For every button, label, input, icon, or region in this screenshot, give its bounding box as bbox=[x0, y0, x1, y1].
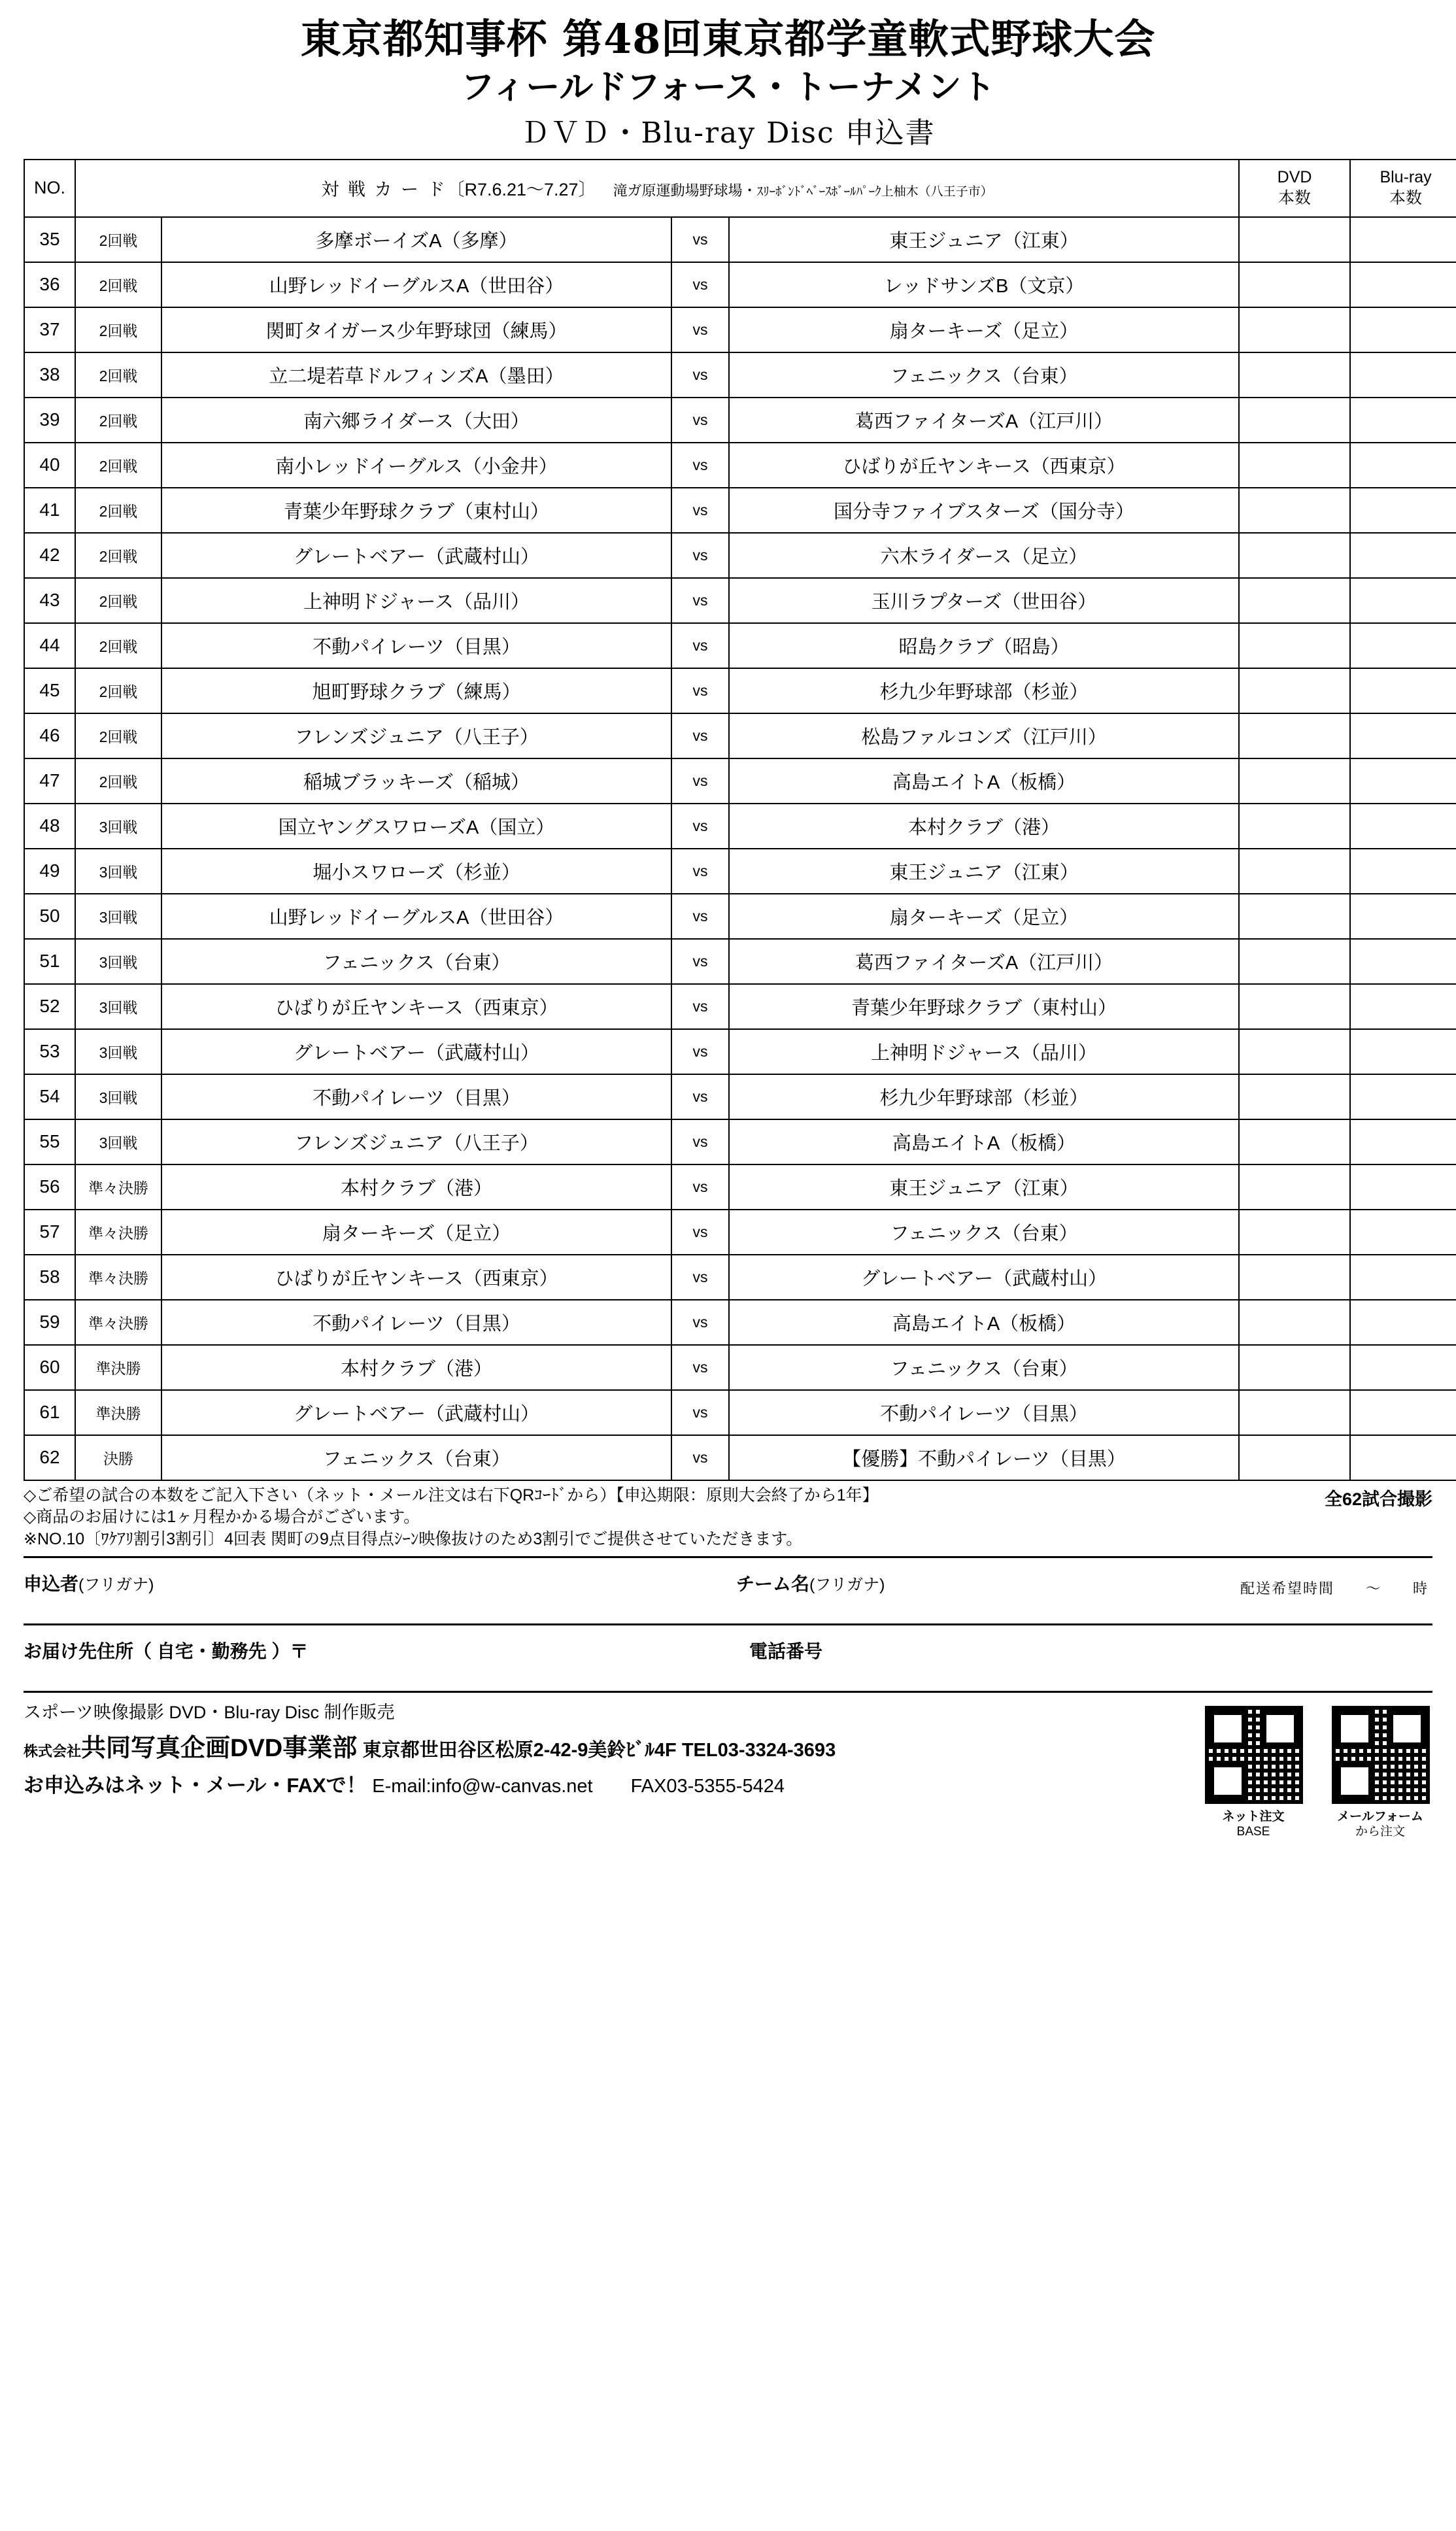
cell-team-right: 扇ターキーズ（足立） bbox=[729, 307, 1239, 352]
cell-round: 準決勝 bbox=[75, 1345, 161, 1390]
table-row bbox=[24, 758, 1456, 804]
cell-no: 36 bbox=[24, 262, 75, 307]
cell-no: 44 bbox=[24, 623, 75, 668]
telephone-label: 電話番号 bbox=[749, 1640, 823, 1661]
cell-bluray-quantity[interactable] bbox=[1350, 217, 1456, 262]
cell-no: 60 bbox=[24, 1345, 75, 1390]
cell-no: 41 bbox=[24, 488, 75, 533]
cell-no: 58 bbox=[24, 1255, 75, 1300]
table-row bbox=[24, 668, 1456, 713]
cell-team-right: 東王ジュニア（江東） bbox=[729, 1164, 1239, 1210]
cell-no: 53 bbox=[24, 1029, 75, 1074]
cell-team-right: 不動パイレーツ（目黒） bbox=[729, 1390, 1239, 1435]
qr-base-caption-1: ネット注文 bbox=[1222, 1809, 1285, 1824]
table-row bbox=[24, 352, 1456, 398]
cell-dvd-quantity[interactable] bbox=[1239, 533, 1350, 578]
cell-vs: vs bbox=[671, 894, 729, 939]
cell-team-left: ひばりが丘ヤンキース（西東京） bbox=[161, 984, 671, 1029]
shipping-time-field[interactable]: 配送希望時間 ～ 時 bbox=[1240, 1580, 1429, 1597]
cell-team-left: フレンズジュニア（八王子） bbox=[161, 713, 671, 758]
cell-team-right: 国分寺ファイブスターズ（国分寺） bbox=[729, 488, 1239, 533]
cell-dvd-quantity[interactable] bbox=[1239, 984, 1350, 1029]
cell-team-left: 本村クラブ（港） bbox=[161, 1164, 671, 1210]
cell-team-left: 国立ヤングスワローズA（国立） bbox=[161, 804, 671, 849]
cell-team-right: 東王ジュニア（江東） bbox=[729, 217, 1239, 262]
cell-no: 55 bbox=[24, 1119, 75, 1164]
cell-team-left: 旭町野球クラブ（練馬） bbox=[161, 668, 671, 713]
cell-dvd-quantity[interactable] bbox=[1239, 443, 1350, 488]
qr-mailform-caption-1: メールフォーム bbox=[1337, 1809, 1423, 1824]
applicant-furigana: (フリガナ) bbox=[78, 1575, 154, 1594]
cell-team-left: 南六郷ライダース（大田） bbox=[161, 398, 671, 443]
cell-round: 3回戦 bbox=[75, 894, 161, 939]
cell-round: 準決勝 bbox=[75, 1390, 161, 1435]
cell-vs: vs bbox=[671, 1119, 729, 1164]
cell-bluray-quantity[interactable] bbox=[1350, 849, 1456, 894]
cell-bluray-quantity[interactable] bbox=[1350, 668, 1456, 713]
cell-round: 2回戦 bbox=[75, 533, 161, 578]
cell-bluray-quantity[interactable] bbox=[1350, 1029, 1456, 1074]
cell-bluray-quantity[interactable] bbox=[1350, 1119, 1456, 1164]
page-subtitle: フィールドフォース・トーナメント bbox=[460, 67, 996, 108]
cell-dvd-quantity[interactable] bbox=[1239, 578, 1350, 623]
page-title: 東京都知事杯 第48回東京都学童軟式野球大会 bbox=[300, 15, 1156, 63]
table-row bbox=[24, 804, 1456, 849]
cell-no: 57 bbox=[24, 1210, 75, 1255]
cell-vs: vs bbox=[671, 398, 729, 443]
qr-base-caption-2: BASE bbox=[1236, 1824, 1270, 1839]
cell-bluray-quantity[interactable] bbox=[1350, 804, 1456, 849]
note-line-3: ※NO.10〔ﾜｹｱﾘ割引3割引〕4回表 関町の9点目得点ｼｰﾝ映像抜けのため3割引でご提供させていただきます。 bbox=[24, 1530, 803, 1549]
delivery-row[interactable] bbox=[24, 1625, 1432, 1686]
cell-bluray-quantity[interactable] bbox=[1350, 1210, 1456, 1255]
header-bluray-line1: Blu-ray bbox=[1380, 168, 1432, 187]
cell-no: 59 bbox=[24, 1300, 75, 1345]
cell-round: 2回戦 bbox=[75, 262, 161, 307]
table-row bbox=[24, 1255, 1456, 1300]
cell-bluray-quantity[interactable] bbox=[1350, 398, 1456, 443]
table-row bbox=[24, 849, 1456, 894]
cell-team-right: 上神明ドジャース（品川） bbox=[729, 1029, 1239, 1074]
cell-no: 47 bbox=[24, 758, 75, 804]
cell-bluray-quantity[interactable] bbox=[1350, 713, 1456, 758]
cell-dvd-quantity[interactable] bbox=[1239, 1029, 1350, 1074]
cell-round: 3回戦 bbox=[75, 1119, 161, 1164]
cell-vs: vs bbox=[671, 1345, 729, 1390]
cell-bluray-quantity[interactable] bbox=[1350, 533, 1456, 578]
cell-vs: vs bbox=[671, 262, 729, 307]
cell-vs: vs bbox=[671, 1074, 729, 1119]
header-no: NO. bbox=[24, 160, 75, 217]
team-label bbox=[736, 1570, 885, 1596]
header-card-dates: 〔R7.6.21～7.27〕 bbox=[447, 180, 596, 200]
cell-no: 52 bbox=[24, 984, 75, 1029]
cell-dvd-quantity[interactable] bbox=[1239, 488, 1350, 533]
table-row bbox=[24, 262, 1456, 307]
table-row bbox=[24, 984, 1456, 1029]
cell-team-right: フェニックス（台東） bbox=[729, 1210, 1239, 1255]
cell-round: 準々決勝 bbox=[75, 1300, 161, 1345]
cell-team-right: 葛西ファイターズA（江戸川） bbox=[729, 939, 1239, 984]
cell-no: 54 bbox=[24, 1074, 75, 1119]
table-row bbox=[24, 488, 1456, 533]
cell-vs: vs bbox=[671, 668, 729, 713]
qr-code-icon[interactable] bbox=[1328, 1702, 1434, 1808]
table-header-row bbox=[24, 160, 1456, 217]
cell-vs: vs bbox=[671, 984, 729, 1029]
cell-dvd-quantity[interactable] bbox=[1239, 623, 1350, 668]
cell-team-left: 立二堤若草ドルフィンズA（墨田） bbox=[161, 352, 671, 398]
cell-vs: vs bbox=[671, 1029, 729, 1074]
note-line-1: ◇ご希望の試合の本数をご記入下さい（ネット・メール注文は右下QRｺｰﾄﾞから）【申込期限：原則大会終了から1年】 bbox=[24, 1486, 879, 1504]
cell-no: 35 bbox=[24, 217, 75, 262]
cell-bluray-quantity[interactable] bbox=[1350, 1074, 1456, 1119]
cell-team-right: ひばりが丘ヤンキース（西東京） bbox=[729, 443, 1239, 488]
cell-round: 準々決勝 bbox=[75, 1255, 161, 1300]
cell-bluray-quantity[interactable] bbox=[1350, 307, 1456, 352]
cell-no: 38 bbox=[24, 352, 75, 398]
table-row bbox=[24, 1390, 1456, 1435]
cell-team-left: 不動パイレーツ（目黒） bbox=[161, 1300, 671, 1345]
cell-bluray-quantity[interactable] bbox=[1350, 894, 1456, 939]
cell-team-right: レッドサンズB（文京） bbox=[729, 262, 1239, 307]
cell-team-left: フェニックス（台東） bbox=[161, 1435, 671, 1480]
cell-vs: vs bbox=[671, 1435, 729, 1480]
cell-team-left: 青葉少年野球クラブ（東村山） bbox=[161, 488, 671, 533]
table-row bbox=[24, 217, 1456, 262]
cell-team-left: 多摩ボーイズA（多摩） bbox=[161, 217, 671, 262]
table-row bbox=[24, 1300, 1456, 1345]
cell-vs: vs bbox=[671, 939, 729, 984]
cell-team-right: 昭島クラブ（昭島） bbox=[729, 623, 1239, 668]
cell-dvd-quantity[interactable] bbox=[1239, 217, 1350, 262]
cell-bluray-quantity[interactable] bbox=[1350, 578, 1456, 623]
cell-vs: vs bbox=[671, 307, 729, 352]
cell-team-right: フェニックス（台東） bbox=[729, 352, 1239, 398]
cell-vs: vs bbox=[671, 623, 729, 668]
cell-no: 51 bbox=[24, 939, 75, 984]
cell-round: 準々決勝 bbox=[75, 1210, 161, 1255]
note-line-2: ◇商品のお届けには1ヶ月程かかる場合がございます。 bbox=[24, 1508, 420, 1527]
table-row bbox=[24, 1345, 1456, 1390]
footer-company-name: 共同写真企画DVD事業部 bbox=[81, 1734, 358, 1762]
cell-vs: vs bbox=[671, 1210, 729, 1255]
cell-team-right: 玉川ラプターズ（世田谷） bbox=[729, 578, 1239, 623]
cell-team-right: 青葉少年野球クラブ（東村山） bbox=[729, 984, 1239, 1029]
cell-vs: vs bbox=[671, 758, 729, 804]
cell-vs: vs bbox=[671, 578, 729, 623]
divider-bottom bbox=[24, 1691, 1432, 1693]
cell-team-right: 【優勝】不動パイレーツ（目黒） bbox=[729, 1435, 1239, 1480]
table-row bbox=[24, 1210, 1456, 1255]
table-row bbox=[24, 713, 1456, 758]
cell-team-right: 高島エイトA（板橋） bbox=[729, 758, 1239, 804]
header-card-venue: 滝ガ原運動場野球場・ bbox=[613, 182, 757, 199]
cell-vs: vs bbox=[671, 1164, 729, 1210]
cell-round: 2回戦 bbox=[75, 713, 161, 758]
cell-round: 3回戦 bbox=[75, 1029, 161, 1074]
cell-team-left: グレートベアー（武蔵村山） bbox=[161, 1029, 671, 1074]
cell-team-right: フェニックス（台東） bbox=[729, 1345, 1239, 1390]
cell-round: 準々決勝 bbox=[75, 1164, 161, 1210]
qr-code-mailform[interactable] bbox=[1328, 1702, 1432, 1840]
notes-block bbox=[24, 1485, 1432, 1551]
cell-dvd-quantity[interactable] bbox=[1239, 307, 1350, 352]
qr-code-base[interactable] bbox=[1201, 1702, 1306, 1840]
header-dvd-count bbox=[1239, 160, 1350, 217]
header-dvd-line1: DVD bbox=[1277, 168, 1312, 187]
cell-bluray-quantity[interactable] bbox=[1350, 262, 1456, 307]
cell-no: 43 bbox=[24, 578, 75, 623]
match-order-table bbox=[24, 159, 1456, 1481]
table-row bbox=[24, 307, 1456, 352]
cell-no: 62 bbox=[24, 1435, 75, 1480]
cell-dvd-quantity[interactable] bbox=[1239, 939, 1350, 984]
cell-no: 56 bbox=[24, 1164, 75, 1210]
cell-dvd-quantity[interactable] bbox=[1239, 804, 1350, 849]
cell-dvd-quantity[interactable] bbox=[1239, 1255, 1350, 1300]
cell-team-left: 不動パイレーツ（目黒） bbox=[161, 1074, 671, 1119]
cell-vs: vs bbox=[671, 443, 729, 488]
cell-round: 2回戦 bbox=[75, 352, 161, 398]
cell-team-right: 杉九少年野球部（杉並） bbox=[729, 668, 1239, 713]
cell-no: 49 bbox=[24, 849, 75, 894]
cell-team-left: 不動パイレーツ（目黒） bbox=[161, 623, 671, 668]
cell-team-right: 高島エイトA（板橋） bbox=[729, 1119, 1239, 1164]
cell-dvd-quantity[interactable] bbox=[1239, 1164, 1350, 1210]
table-row bbox=[24, 443, 1456, 488]
cell-bluray-quantity[interactable] bbox=[1350, 488, 1456, 533]
cell-dvd-quantity[interactable] bbox=[1239, 894, 1350, 939]
cell-round: 2回戦 bbox=[75, 668, 161, 713]
header-card-venue-detail: ｽﾘｰﾎﾞﾝﾄﾞﾍﾞｰｽﾎﾞｰﾙﾊﾟｰｸ上柚木（八王子市） bbox=[756, 185, 993, 199]
cell-no: 45 bbox=[24, 668, 75, 713]
table-row bbox=[24, 533, 1456, 578]
table-row bbox=[24, 398, 1456, 443]
cell-dvd-quantity[interactable] bbox=[1239, 1300, 1350, 1345]
cell-no: 50 bbox=[24, 894, 75, 939]
document-type-title: ＤＶＤ・Blu-ray Disc 申込書 bbox=[520, 116, 936, 150]
cell-bluray-quantity[interactable] bbox=[1350, 1345, 1456, 1390]
cell-round: 3回戦 bbox=[75, 1074, 161, 1119]
table-row bbox=[24, 1164, 1456, 1210]
cell-no: 46 bbox=[24, 713, 75, 758]
table-row bbox=[24, 623, 1456, 668]
cell-round: 2回戦 bbox=[75, 488, 161, 533]
cell-team-left: フェニックス（台東） bbox=[161, 939, 671, 984]
cell-vs: vs bbox=[671, 1390, 729, 1435]
cell-team-left: 南小レッドイーグルス（小金井） bbox=[161, 443, 671, 488]
cell-bluray-quantity[interactable] bbox=[1350, 352, 1456, 398]
cell-team-left: 堀小スワローズ（杉並） bbox=[161, 849, 671, 894]
cell-bluray-quantity[interactable] bbox=[1350, 758, 1456, 804]
cell-team-left: グレートベアー（武蔵村山） bbox=[161, 533, 671, 578]
cell-no: 40 bbox=[24, 443, 75, 488]
cell-round: 2回戦 bbox=[75, 398, 161, 443]
footer-email-fax[interactable]: E-mail:info@w-canvas.net FAX03-5355-5424 bbox=[372, 1775, 785, 1797]
cell-vs: vs bbox=[671, 804, 729, 849]
cell-team-right: 葛西ファイターズA（江戸川） bbox=[729, 398, 1239, 443]
footer-business-line: スポーツ映像撮影 DVD・Blu-ray Disc 制作販売 bbox=[24, 1702, 395, 1722]
cell-team-right: グレートベアー（武蔵村山） bbox=[729, 1255, 1239, 1300]
cell-round: 2回戦 bbox=[75, 443, 161, 488]
cell-team-right: 六木ライダース（足立） bbox=[729, 533, 1239, 578]
cell-dvd-quantity[interactable] bbox=[1239, 668, 1350, 713]
footer-address: 東京都世田谷区松原2-42-9美鈴ﾋﾞﾙ4F TEL03-3324-3693 bbox=[362, 1739, 836, 1761]
cell-bluray-quantity[interactable] bbox=[1350, 984, 1456, 1029]
table-row bbox=[24, 894, 1456, 939]
cell-round: 2回戦 bbox=[75, 217, 161, 262]
cell-team-left: グレートベアー（武蔵村山） bbox=[161, 1390, 671, 1435]
total-games-label: 全62試合撮影 bbox=[1324, 1489, 1432, 1509]
applicant-label bbox=[24, 1570, 154, 1596]
team-label-text: チーム名 bbox=[736, 1573, 810, 1594]
cell-no: 48 bbox=[24, 804, 75, 849]
cell-dvd-quantity[interactable] bbox=[1239, 1119, 1350, 1164]
cell-no: 37 bbox=[24, 307, 75, 352]
cell-vs: vs bbox=[671, 849, 729, 894]
cell-no: 42 bbox=[24, 533, 75, 578]
applicant-label-text: 申込者 bbox=[24, 1573, 79, 1594]
qr-code-icon[interactable] bbox=[1201, 1702, 1307, 1808]
cell-vs: vs bbox=[671, 533, 729, 578]
table-row bbox=[24, 1435, 1456, 1480]
cell-dvd-quantity[interactable] bbox=[1239, 1345, 1350, 1390]
cell-bluray-quantity[interactable] bbox=[1350, 1255, 1456, 1300]
cell-round: 2回戦 bbox=[75, 758, 161, 804]
header-bluray-count bbox=[1350, 160, 1456, 217]
applicant-row[interactable] bbox=[24, 1558, 1432, 1618]
team-furigana: (フリガナ) bbox=[809, 1575, 885, 1594]
cell-dvd-quantity[interactable] bbox=[1239, 352, 1350, 398]
cell-team-left: 関町タイガース少年野球団（練馬） bbox=[161, 307, 671, 352]
cell-team-left: 本村クラブ（港） bbox=[161, 1345, 671, 1390]
cell-round: 2回戦 bbox=[75, 307, 161, 352]
header-match-card bbox=[75, 160, 1239, 217]
footer-block bbox=[24, 1698, 1432, 1861]
cell-vs: vs bbox=[671, 1255, 729, 1300]
cell-dvd-quantity[interactable] bbox=[1239, 713, 1350, 758]
cell-team-right: 杉九少年野球部（杉並） bbox=[729, 1074, 1239, 1119]
cell-team-left: 山野レッドイーグルスA（世田谷） bbox=[161, 262, 671, 307]
cell-team-left: 山野レッドイーグルスA（世田谷） bbox=[161, 894, 671, 939]
cell-team-left: フレンズジュニア（八王子） bbox=[161, 1119, 671, 1164]
cell-vs: vs bbox=[671, 713, 729, 758]
cell-dvd-quantity[interactable] bbox=[1239, 1074, 1350, 1119]
table-row bbox=[24, 578, 1456, 623]
cell-round: 3回戦 bbox=[75, 984, 161, 1029]
cell-bluray-quantity[interactable] bbox=[1350, 939, 1456, 984]
header-dvd-line2: 本数 bbox=[1278, 188, 1312, 207]
cell-team-right: 高島エイトA（板橋） bbox=[729, 1300, 1239, 1345]
cell-no: 39 bbox=[24, 398, 75, 443]
cell-round: 2回戦 bbox=[75, 578, 161, 623]
cell-team-right: 東王ジュニア（江東） bbox=[729, 849, 1239, 894]
delivery-address-label: お届け先住所（ 自宅・勤務先 ）〒 bbox=[24, 1640, 309, 1661]
cell-team-right: 扇ターキーズ（足立） bbox=[729, 894, 1239, 939]
cell-round: 3回戦 bbox=[75, 939, 161, 984]
cell-round: 3回戦 bbox=[75, 849, 161, 894]
cell-dvd-quantity[interactable] bbox=[1239, 398, 1350, 443]
cell-bluray-quantity[interactable] bbox=[1350, 623, 1456, 668]
cell-dvd-quantity[interactable] bbox=[1239, 849, 1350, 894]
cell-team-left: 扇ターキーズ（足立） bbox=[161, 1210, 671, 1255]
footer-order-head: お申込みはネット・メール・FAXで！ bbox=[24, 1773, 367, 1797]
cell-bluray-quantity[interactable] bbox=[1350, 443, 1456, 488]
table-row bbox=[24, 1119, 1456, 1164]
cell-bluray-quantity[interactable] bbox=[1350, 1164, 1456, 1210]
cell-vs: vs bbox=[671, 1300, 729, 1345]
cell-dvd-quantity[interactable] bbox=[1239, 1435, 1350, 1480]
header-card-label: 対 戦 カ ー ド bbox=[321, 180, 447, 200]
cell-round: 決勝 bbox=[75, 1435, 161, 1480]
cell-bluray-quantity[interactable] bbox=[1350, 1390, 1456, 1435]
cell-dvd-quantity[interactable] bbox=[1239, 1210, 1350, 1255]
cell-bluray-quantity[interactable] bbox=[1350, 1435, 1456, 1480]
cell-vs: vs bbox=[671, 352, 729, 398]
cell-round: 2回戦 bbox=[75, 623, 161, 668]
cell-dvd-quantity[interactable] bbox=[1239, 262, 1350, 307]
cell-no: 61 bbox=[24, 1390, 75, 1435]
header-bluray-line2: 本数 bbox=[1389, 188, 1423, 207]
cell-team-right: 本村クラブ（港） bbox=[729, 804, 1239, 849]
cell-round: 3回戦 bbox=[75, 804, 161, 849]
table-row bbox=[24, 939, 1456, 984]
cell-team-left: 稲城ブラッキーズ（稲城） bbox=[161, 758, 671, 804]
cell-team-right: 松島ファルコンズ（江戸川） bbox=[729, 713, 1239, 758]
qr-mailform-caption-2: から注文 bbox=[1355, 1824, 1405, 1839]
cell-bluray-quantity[interactable] bbox=[1350, 1300, 1456, 1345]
footer-corp-prefix: 株式会社 bbox=[24, 1742, 82, 1759]
cell-team-left: ひばりが丘ヤンキース（西東京） bbox=[161, 1255, 671, 1300]
table-row bbox=[24, 1074, 1456, 1119]
cell-dvd-quantity[interactable] bbox=[1239, 758, 1350, 804]
cell-team-left: 上神明ドジャース（品川） bbox=[161, 578, 671, 623]
table-row bbox=[24, 1029, 1456, 1074]
qr-code-group bbox=[1201, 1702, 1432, 1840]
cell-dvd-quantity[interactable] bbox=[1239, 1390, 1350, 1435]
table-body bbox=[24, 217, 1456, 1480]
cell-vs: vs bbox=[671, 488, 729, 533]
cell-vs: vs bbox=[671, 217, 729, 262]
